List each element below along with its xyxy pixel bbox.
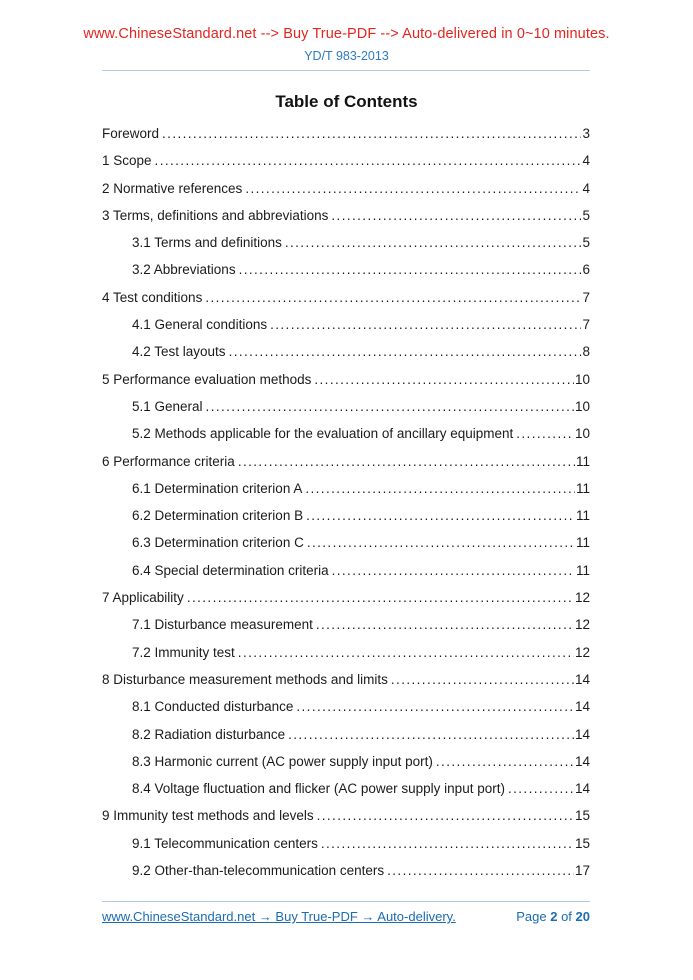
toc-entry-page: 4 <box>582 180 590 196</box>
toc-entry <box>102 448 590 475</box>
toc-entry <box>102 366 590 393</box>
toc-entry-label: Foreword <box>102 126 160 141</box>
toc-entry <box>102 611 590 638</box>
toc-entry-page: 8 <box>582 344 590 360</box>
toc-entry-page: 17 <box>574 863 590 879</box>
toc-entry-label: 7.1 Disturbance measurement <box>132 617 313 633</box>
toc-entry-label: 6.4 Special determination criteria <box>132 562 329 578</box>
toc-leader-dots <box>391 666 574 693</box>
toc-entry <box>102 693 590 720</box>
footer-link[interactable]: www.ChineseStandard.net → Buy True-PDF → Auto-delivery. <box>102 909 456 924</box>
toc-entry-label: 3.1 Terms and definitions <box>132 235 282 251</box>
toc-leader-dots <box>436 748 574 775</box>
toc-entry <box>102 175 590 202</box>
toc-entry-page: 12 <box>574 590 590 606</box>
toc-list <box>102 120 590 884</box>
toc-leader-dots <box>387 857 574 884</box>
toc-entry-page: 14 <box>574 781 590 797</box>
toc-entry-label: 3 Terms, definitions and abbreviations <box>102 207 329 223</box>
toc-entry <box>102 639 590 666</box>
banner-text: www.ChineseStandard.net --> Buy True-PDF --> Auto-delivered in 0~10 minutes. <box>83 26 610 42</box>
toc-entry <box>102 393 590 420</box>
toc-leader-dots <box>285 229 582 256</box>
toc-entry <box>102 311 590 338</box>
toc-entry-page: 14 <box>574 726 590 742</box>
toc-entry-label: 3.2 Abbreviations <box>132 262 236 278</box>
toc-leader-dots <box>270 311 581 338</box>
toc-entry-label: 8.4 Voltage fluctuation and flicker (AC power supply input port) <box>132 781 505 797</box>
toc-entry <box>102 229 590 256</box>
toc-entry-page: 15 <box>574 835 590 851</box>
toc-entry <box>102 120 590 147</box>
toc-entry-page: 12 <box>574 617 590 633</box>
toc-entry-label: 8 Disturbance measurement methods and limits <box>102 671 388 687</box>
header-divider <box>102 70 590 71</box>
toc-entry-page: 14 <box>574 699 590 715</box>
toc-leader-dots <box>332 557 575 584</box>
toc-leader-dots <box>516 420 574 447</box>
toc-leader-dots <box>245 175 581 202</box>
toc-entry-label: 9 Immunity test methods and levels <box>102 808 314 824</box>
toc-entry-page: 14 <box>574 753 590 769</box>
toc-entry-page: 10 <box>574 426 590 442</box>
toc-entry-page: 11 <box>575 453 590 469</box>
page-indicator-total: 20 <box>575 909 590 924</box>
toc-entry-page: 11 <box>575 562 590 578</box>
toc-entry <box>102 147 590 174</box>
toc-entry <box>102 775 590 802</box>
toc-entry-label: 2 Normative references <box>102 180 243 196</box>
toc-entry-label: 8.3 Harmonic current (AC power supply input port) <box>132 753 433 769</box>
toc-entry <box>102 475 590 502</box>
page-title: Table of Contents <box>275 92 418 111</box>
toc-entry <box>102 830 590 857</box>
toc-leader-dots <box>288 721 574 748</box>
toc-entry <box>102 256 590 283</box>
toc-entry-page: 11 <box>575 508 590 524</box>
toc-entry <box>102 857 590 884</box>
toc-entry-label: 5 Performance evaluation methods <box>102 371 312 387</box>
toc-entry <box>102 584 590 611</box>
toc-entry-label: 5.2 Methods applicable for the evaluation of ancillary equipment <box>132 426 514 442</box>
toc-leader-dots <box>306 502 575 529</box>
toc-entry-page: 11 <box>575 480 590 496</box>
page-indicator <box>516 909 590 924</box>
toc-entry-label: 6.2 Determination criterion B <box>132 508 304 524</box>
toc-entry-page: 12 <box>574 644 590 660</box>
toc-leader-dots <box>508 775 574 802</box>
toc-entry-page: 10 <box>574 371 590 387</box>
toc-leader-dots <box>307 529 575 556</box>
toc-leader-dots <box>316 611 574 638</box>
toc-leader-dots <box>331 202 581 229</box>
toc-entry <box>102 721 590 748</box>
toc-entry-page: 5 <box>582 207 590 223</box>
toc-entry-label: 7.2 Immunity test <box>132 644 235 660</box>
toc-leader-dots <box>206 393 574 420</box>
page-indicator-current: 2 <box>550 909 558 924</box>
toc-leader-dots <box>205 284 581 311</box>
toc-entry <box>102 502 590 529</box>
toc-entry-label: 5.1 General <box>132 398 203 414</box>
toc-leader-dots <box>229 338 582 365</box>
toc-entry-label: 4.1 General conditions <box>132 317 268 333</box>
toc-entry-page: 7 <box>582 289 590 305</box>
toc-entry-page: 4 <box>582 153 590 169</box>
toc-entry-label: 7 Applicability <box>102 590 184 606</box>
toc-entry <box>102 802 590 829</box>
standard-code: YD/T 983-2013 <box>304 49 389 63</box>
page-footer <box>102 901 590 924</box>
toc-leader-dots <box>321 830 574 857</box>
toc-entry-label: 9.2 Other-than-telecommunication centers <box>132 863 385 879</box>
toc-leader-dots <box>317 802 574 829</box>
toc-entry-label: 6.3 Determination criterion C <box>132 535 304 551</box>
toc-entry-label: 8.2 Radiation disturbance <box>132 726 286 742</box>
toc-leader-dots <box>155 147 582 174</box>
toc-entry-label: 6 Performance criteria <box>102 453 235 469</box>
toc-entry-label: 4.2 Test layouts <box>132 344 226 360</box>
toc-entry <box>102 666 590 693</box>
page-indicator-label: Page <box>516 909 547 924</box>
toc-entry-page: 15 <box>574 808 590 824</box>
toc-entry <box>102 748 590 775</box>
toc-entry-page: 14 <box>574 671 590 687</box>
toc-entry-page: 3 <box>582 126 590 141</box>
toc-entry-label: 4 Test conditions <box>102 289 203 305</box>
toc-leader-dots <box>187 584 574 611</box>
toc-leader-dots <box>296 693 574 720</box>
toc-entry-label: 9.1 Telecommunication centers <box>132 835 318 851</box>
toc-entry-page: 10 <box>574 398 590 414</box>
toc-entry-page: 6 <box>582 262 590 278</box>
toc-entry-page: 11 <box>575 535 590 551</box>
toc-leader-dots <box>238 448 575 475</box>
toc-entry-page: 7 <box>582 317 590 333</box>
footer-divider <box>102 901 590 902</box>
toc-entry <box>102 557 590 584</box>
toc-entry <box>102 420 590 447</box>
toc-entry-label: 1 Scope <box>102 153 152 169</box>
toc-leader-dots <box>162 120 581 147</box>
toc-leader-dots <box>314 366 574 393</box>
toc-leader-dots <box>239 256 582 283</box>
toc-leader-dots <box>305 475 575 502</box>
page-indicator-of: of <box>561 909 572 924</box>
toc-entry <box>102 202 590 229</box>
toc-leader-dots <box>238 639 574 666</box>
toc-entry-label: 6.1 Determination criterion A <box>132 480 303 496</box>
toc-entry <box>102 284 590 311</box>
toc-entry-page: 5 <box>582 235 590 251</box>
toc-entry <box>102 529 590 556</box>
toc-entry <box>102 338 590 365</box>
toc-entry-label: 8.1 Conducted disturbance <box>132 699 294 715</box>
